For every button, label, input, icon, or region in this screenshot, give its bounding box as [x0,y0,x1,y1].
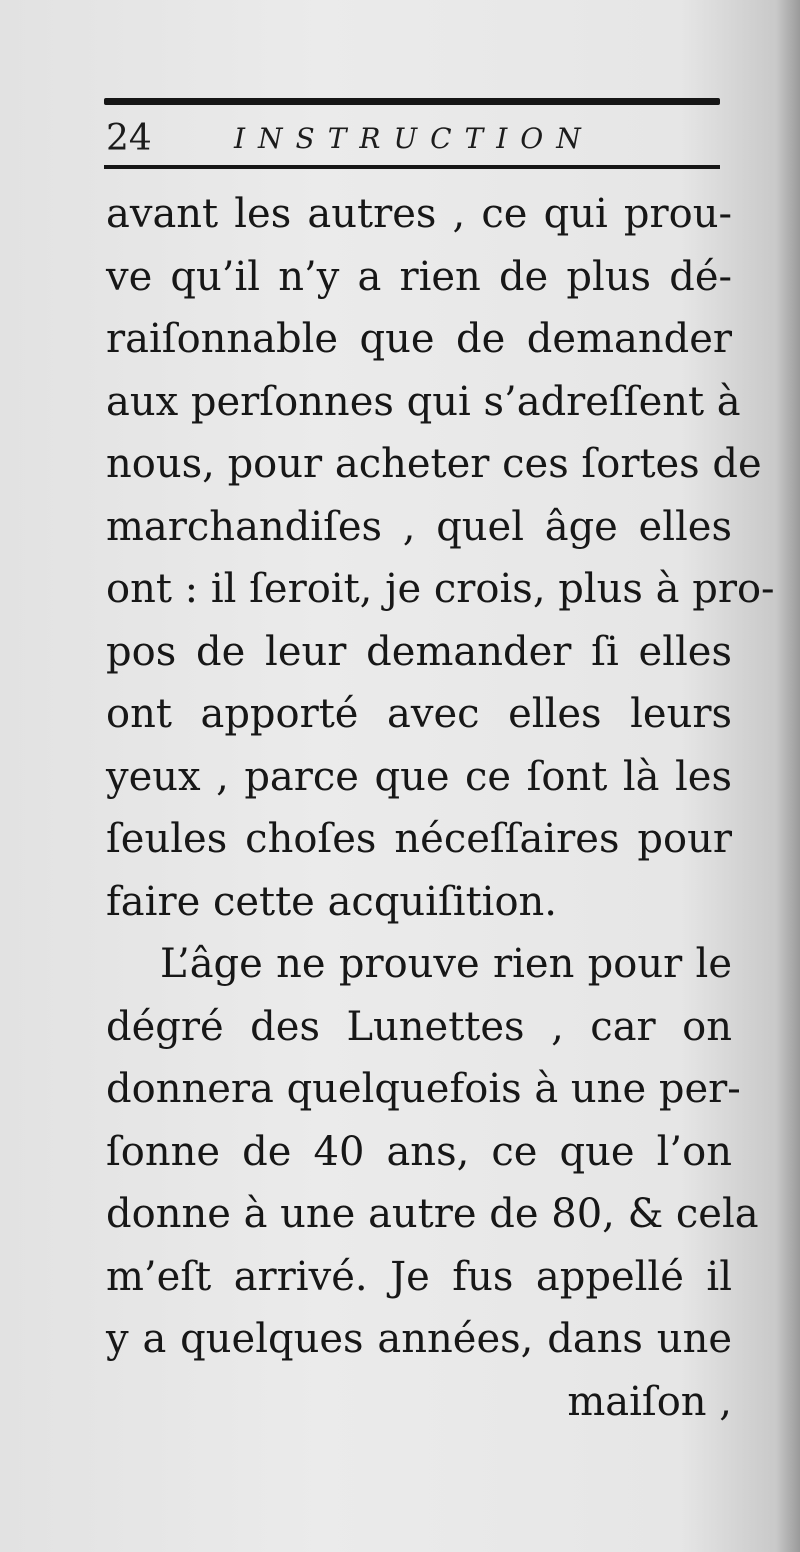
text-line: donne à une autre de 80, & cela [106,1191,759,1237]
page-number: 24 [106,118,152,159]
text-line: L’âge ne prouve rien pour le [160,941,732,987]
text-line: ont apporté avec elles leurs [106,691,732,737]
text-line: m’eſt arrivé. Je fus appellé il [106,1253,732,1300]
body-text [106,183,775,1433]
text-line: ſonne de 40 ans, ce que l’on [106,1128,732,1175]
text-line: yeux , parce que ce ſont là les [106,753,732,800]
header-rule-bottom [104,165,720,169]
text-line: raiſonnable que de demander [106,316,732,362]
text-line: marchandiſes , quel âge elles [106,503,732,550]
text-line: donnera quelquefois à une per- [106,1066,741,1112]
text-line: pos de leur demander ſi elles [106,628,732,675]
text-line: ſeules choſes néceſſaires pour [106,816,732,862]
running-head: INSTRUCTION [234,122,594,155]
text-line: ont : il ſeroit, je crois, plus à pro- [106,566,775,612]
catchword: maiſon , [567,1378,732,1425]
text-line: nous, pour acheter ces ſortes de [106,441,762,487]
text-line: faire cette acquiſition. [106,878,557,925]
page-header [104,112,720,162]
text-line: ve qu’il n’y a rien de plus dé- [106,253,732,300]
text-line: avant les autres , ce qui prou- [106,191,732,237]
text-line: dégré des Lunettes , car on [106,1003,732,1050]
header-rule-top [104,98,720,105]
text-line: aux perſonnes qui s’adreſſent à [106,378,741,425]
text-line: y a quelques années, dans une [106,1316,732,1362]
